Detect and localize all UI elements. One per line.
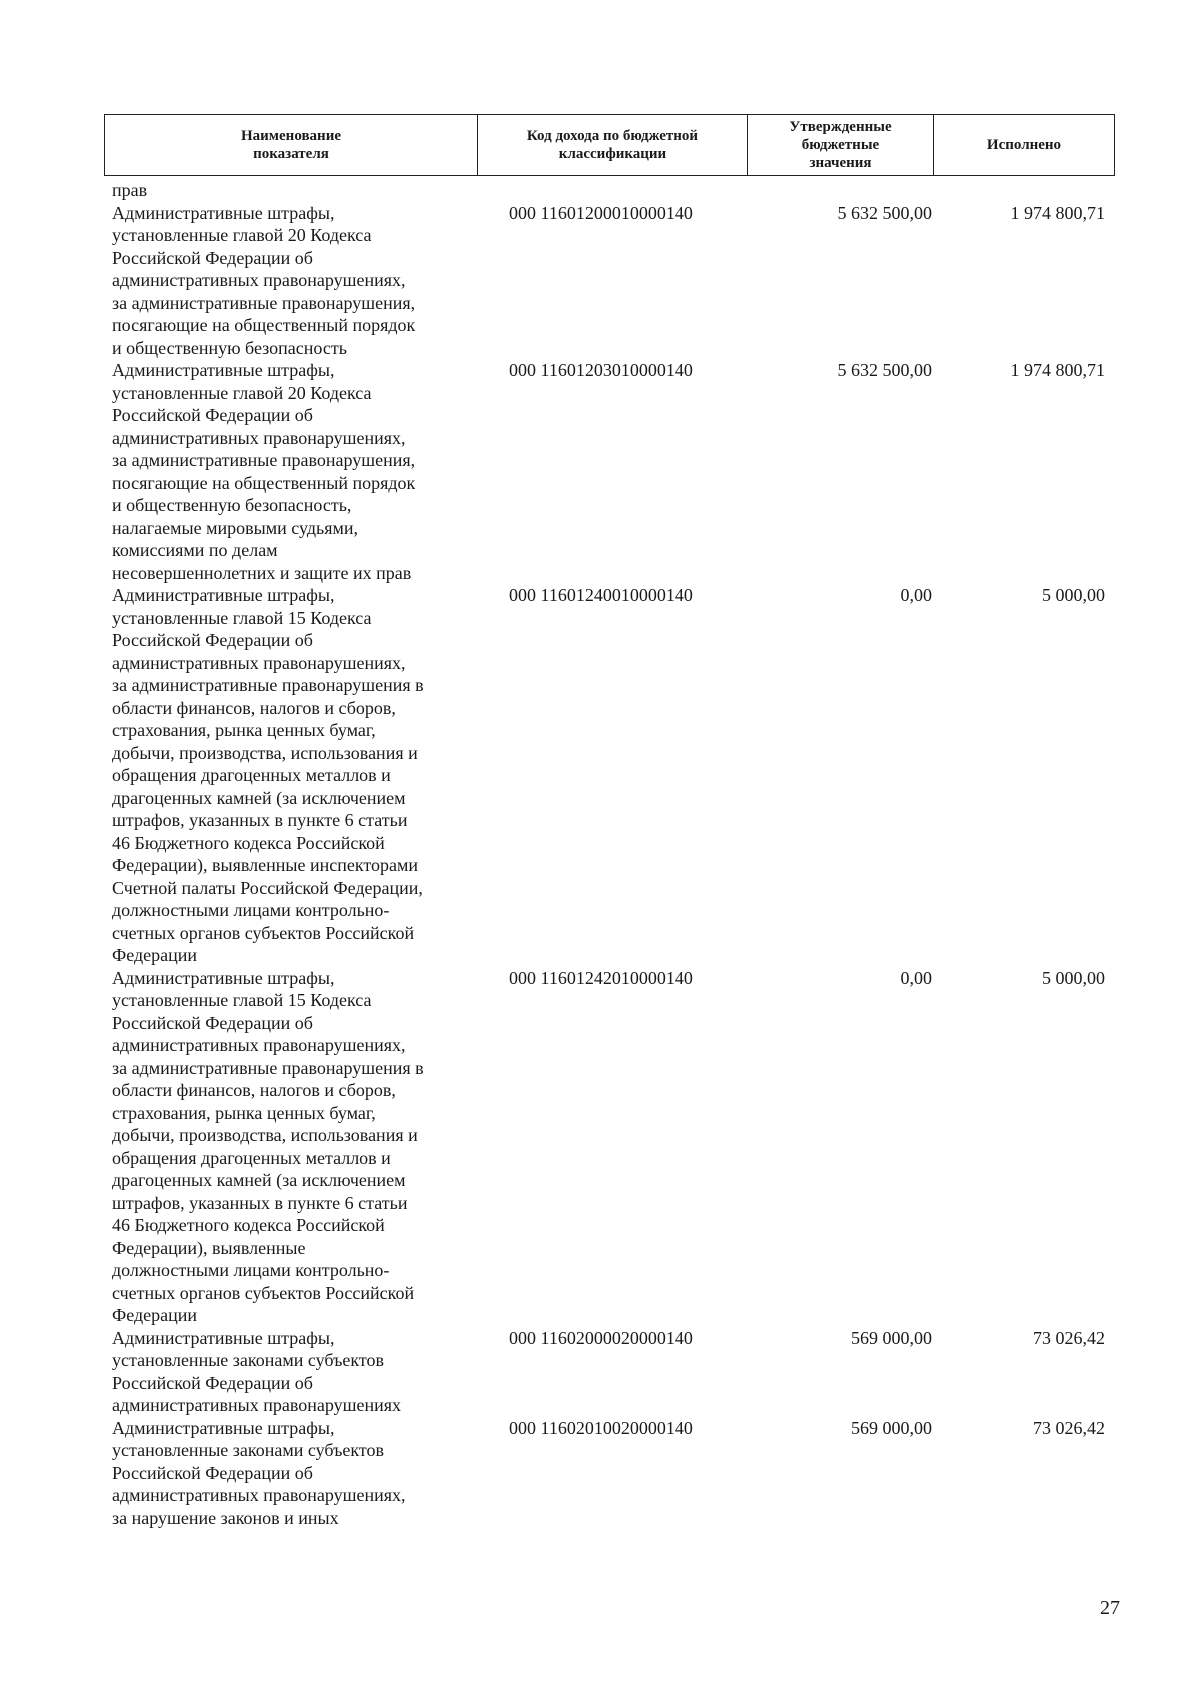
header-done-text: Исполнено [986,137,1062,153]
table-row [112,967,1112,1327]
row-done: 5 000,00 [1042,585,1105,605]
row-code: 000 11601240010000140 [509,585,693,605]
continuation-text: прав [112,180,148,200]
row-done: 73 026,42 [1033,1417,1105,1438]
row-code: 000 11602000020000140 [509,1327,693,1348]
row-code: 000 11602010020000140 [509,1417,693,1438]
row-approved: 569 000,00 [851,1327,932,1348]
header-done [934,115,1114,175]
header-approved [748,115,934,175]
row-approved: 0,00 [900,967,932,988]
table-row [112,1327,1112,1417]
row-code: 000 11601200010000140 [509,202,693,223]
page-number: 27 [1100,1597,1120,1619]
row-done: 1 974 800,71 [1010,360,1105,380]
header-code-text: Код дохода по бюджетной классификации [526,128,699,162]
row-name: Административные штрафы, установленные главой 20 Кодекса Российской Федерации об административных правонарушениях, за административные правонарушения, посягающие на общественный порядок и общественную безопасность [112,202,416,358]
table-row [112,584,1112,967]
row-code: 000 11601203010000140 [509,360,693,380]
row-approved: 5 632 500,00 [837,360,932,380]
row-name: Административные штрафы, установленные главой 15 Кодекса Российской Федерации об административных правонарушениях, за административные правонарушения в области финансов, налогов и сборов, страхования, рынка ценных бумаг, добычи, производства, использования и обращения драгоценных металлов и драгоценных камней (за исключением штрафов, указанных в пункте 6 статьи 46 Бюджетного кодекса Российской Федерации), выявленные инспекторами Счетной палаты Российской Федерации, должностными лицами контрольно- счетных органов субъектов Российской Федерации [112,585,424,965]
row-done: 5 000,00 [1042,967,1105,988]
table-row [112,359,1112,584]
header-code [478,115,748,175]
row-approved: 5 632 500,00 [837,202,932,223]
header-approved-text: Утвержденные бюджетные значения [789,119,892,171]
table-body [112,179,1112,1529]
header-name [105,115,478,175]
row-code: 000 11601242010000140 [509,967,693,988]
table-header [104,114,1115,176]
table-row [112,1417,1112,1530]
row-approved: 0,00 [900,585,932,605]
row-name: Административные штрафы, установленные законами субъектов Российской Федерации об административных правонарушениях, за нарушение законов и иных [112,1417,406,1528]
header-name-text: Наименование показателя [241,128,341,162]
row-done: 1 974 800,71 [1010,202,1105,223]
row-done: 73 026,42 [1033,1327,1105,1348]
row-name: Административные штрафы, установленные законами субъектов Российской Федерации об административных правонарушениях [112,1327,402,1415]
row-name: Административные штрафы, установленные главой 20 Кодекса Российской Федерации об административных правонарушениях, за административные правонарушения, посягающие на общественный порядок и общественную безопасность, налагаемые мировыми судьями, комиссиями по делам несовершеннолетних и защите их прав [112,360,416,583]
row-name: Административные штрафы, установленные главой 15 Кодекса Российской Федерации об административных правонарушениях, за административные правонарушения в области финансов, налогов и сборов, страхования, рынка ценных бумаг, добычи, производства, использования и обращения драгоценных металлов и драгоценных камней (за исключением штрафов, указанных в пункте 6 статьи 46 Бюджетного кодекса Российской Федерации), выявленные должностными лицами контрольно- счетных органов субъектов Российской Федерации [112,967,424,1325]
table-row [112,202,1112,360]
row-approved: 569 000,00 [851,1417,932,1438]
